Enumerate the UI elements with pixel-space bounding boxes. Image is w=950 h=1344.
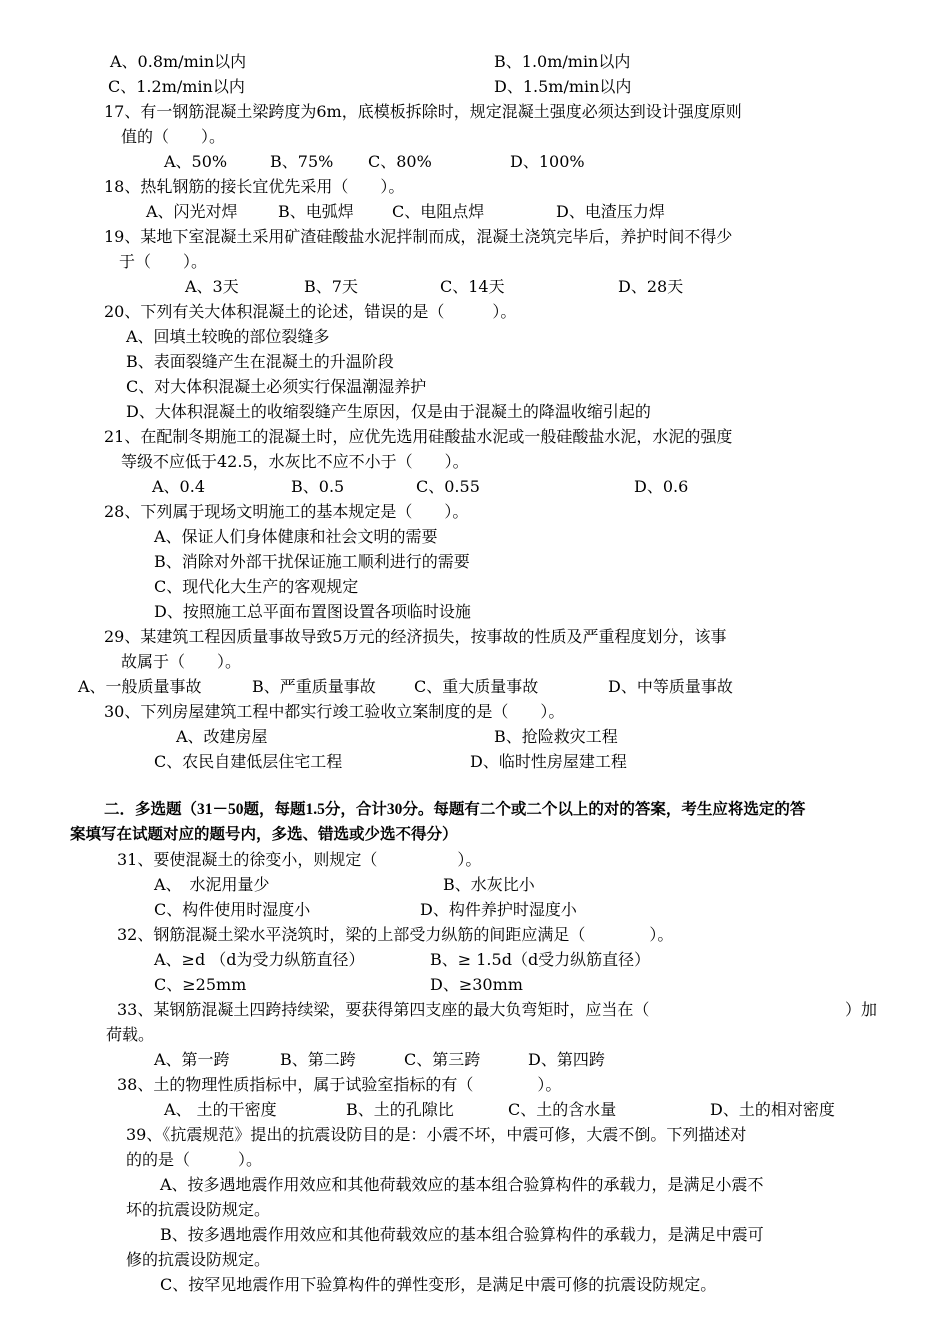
section-heading: 案填写在试题对应的题号内，多选、错选或少选不得分）	[70, 826, 458, 843]
question-text: 等级不应低于42.5，水灰比不应不小于（ ）。	[121, 452, 469, 471]
option-text: B、第二跨	[280, 1050, 356, 1069]
option-text: D、1.5m/min以内	[494, 77, 632, 96]
option-text: A、改建房屋	[176, 727, 268, 746]
question-text: 38、土的物理性质指标中，属于试验室指标的有（ ）。	[117, 1075, 562, 1094]
option-text: 坏的抗震设防规定。	[126, 1200, 271, 1219]
option-text: C、1.2m/min以内	[108, 77, 245, 96]
option-text: C、0.55	[416, 477, 480, 496]
option-text: A、第一跨	[154, 1050, 230, 1069]
option-text: A、保证人们身体健康和社会文明的需要	[154, 527, 438, 546]
question-text: 31、要使混凝土的徐变小，则规定（ ）。	[117, 850, 482, 869]
option-text: C、土的含水量	[508, 1100, 617, 1119]
option-text: A、一般质量事故	[78, 677, 202, 696]
option-text: C、≥25mm	[154, 975, 247, 994]
option-text: D、中等质量事故	[608, 677, 733, 696]
option-text: C、现代化大生产的客观规定	[154, 577, 359, 596]
option-text: C、14天	[440, 277, 505, 296]
question-text: 21、在配制冬期施工的混凝土时，应优先选用硅酸盐水泥或一般硅酸盐水泥，水泥的强度	[104, 427, 733, 446]
option-text: D、大体积混凝土的收缩裂缝产生原因，仅是由于混凝土的降温收缩引起的	[126, 402, 651, 421]
question-text: 值的（ ）。	[121, 127, 226, 146]
option-text: B、严重质量事故	[252, 677, 376, 696]
option-text: A、按多遇地震作用效应和其他荷载效应的基本组合验算构件的承载力，是满足小震不	[160, 1175, 764, 1194]
question-text: ）加	[845, 1000, 878, 1019]
question-text: 20、下列有关大体积混凝土的论述，错误的是（ ）。	[104, 302, 517, 321]
question-text: 29、某建筑工程因质量事故导致5万元的经济损失，按事故的性质及严重程度划分，该事	[104, 627, 727, 646]
option-text: B、按多遇地震作用效应和其他荷载效应的基本组合验算构件的承载力，是满足中震可	[160, 1225, 764, 1244]
option-text: B、消除对外部干扰保证施工顺利进行的需要	[154, 552, 470, 571]
question-text: 18、热轧钢筋的接长宜优先采用（ ）。	[104, 177, 405, 196]
question-text: 33、某钢筋混凝土四跨持续梁，要获得第四支座的最大负弯矩时，应当在（	[117, 1000, 650, 1019]
option-text: A、 土的干密度	[164, 1100, 277, 1119]
option-text: D、100%	[510, 152, 585, 171]
question-text: 于（ ）。	[119, 252, 208, 271]
option-text: D、≥30mm	[430, 975, 523, 994]
option-text: C、农民自建低层住宅工程	[154, 752, 343, 771]
option-text: D、临时性房屋建工程	[470, 752, 627, 771]
section-heading: 二．多选题（31－50题，每题1.5分，合计30分。每题有二个或二个以上的对的答案，考生应将选定的答	[104, 801, 806, 818]
option-text: B、电弧焊	[278, 202, 354, 221]
question-text: 32、钢筋混凝土梁水平浇筑时，梁的上部受力纵筋的间距应满足（ ）。	[117, 925, 674, 944]
question-text: 30、下列房屋建筑工程中都实行竣工验收立案制度的是（ ）。	[104, 702, 565, 721]
option-text: A、3天	[185, 277, 239, 296]
question-text: 39、《抗震规范》提出的抗震设防目的是：小震不坏，中震可修，大震不倒。下列描述对	[126, 1125, 747, 1144]
option-text: D、0.6	[634, 477, 689, 496]
option-text: B、75%	[270, 152, 334, 171]
option-text: D、构件养护时湿度小	[420, 900, 577, 919]
question-text: 荷载。	[106, 1025, 155, 1044]
option-text: B、表面裂缝产生在混凝土的升温阶段	[126, 352, 394, 371]
option-text: C、重大质量事故	[414, 677, 539, 696]
option-text: C、电阻点焊	[392, 202, 485, 221]
option-text: B、1.0m/min以内	[494, 52, 631, 71]
option-text: C、第三跨	[404, 1050, 481, 1069]
option-text: B、抢险救灾工程	[494, 727, 618, 746]
option-text: A、 水泥用量少	[154, 875, 270, 894]
option-text: A、≥d （d为受力纵筋直径）	[154, 950, 365, 969]
option-text: 修的抗震设防规定。	[126, 1250, 271, 1269]
option-text: C、构件使用时湿度小	[154, 900, 311, 919]
option-text: A、50%	[164, 152, 228, 171]
option-text: B、土的孔隙比	[346, 1100, 454, 1119]
option-text: C、按罕见地震作用下验算构件的弹性变形，是满足中震可修的抗震设防规定。	[160, 1275, 717, 1294]
option-text: A、闪光对焊	[146, 202, 238, 221]
option-text: B、7天	[304, 277, 358, 296]
question-text: 故属于（ ）。	[121, 652, 242, 671]
question-text: 28、下列属于现场文明施工的基本规定是（ ）。	[104, 502, 469, 521]
option-text: D、第四跨	[528, 1050, 605, 1069]
option-text: D、28天	[618, 277, 684, 296]
option-text: A、0.4	[152, 477, 206, 496]
option-text: B、≥ 1.5d（d受力纵筋直径）	[430, 950, 651, 969]
option-text: B、水灰比小	[443, 875, 535, 894]
question-text: 17、有一钢筋混凝土梁跨度为6m，底模板拆除时，规定混凝土强度必须达到设计强度原则	[104, 102, 742, 121]
option-text: B、0.5	[291, 477, 345, 496]
option-text: C、对大体积混凝土必须实行保温潮湿养护	[126, 377, 427, 396]
option-text: D、土的相对密度	[710, 1100, 835, 1119]
option-text: D、电渣压力焊	[556, 202, 665, 221]
question-text: 19、某地下室混凝土采用矿渣硅酸盐水泥拌制而成，混凝土浇筑完毕后，养护时间不得少	[104, 227, 733, 246]
question-text: 的的是（ ）。	[126, 1150, 263, 1169]
option-text: A、回填土较晚的部位裂缝多	[126, 327, 330, 346]
option-text: D、按照施工总平面布置图设置各项临时设施	[154, 602, 471, 621]
option-text: C、80%	[368, 152, 432, 171]
option-text: A、0.8m/min以内	[110, 52, 247, 71]
